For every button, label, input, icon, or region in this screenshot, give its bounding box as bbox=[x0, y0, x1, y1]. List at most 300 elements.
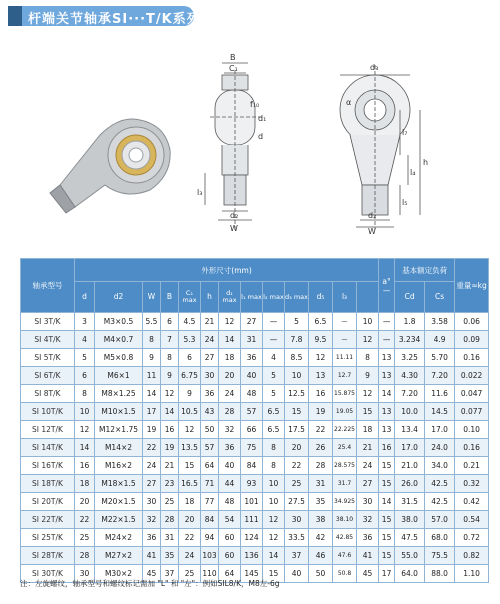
table-cell: 14 bbox=[143, 385, 161, 403]
table-cell: 3.25 bbox=[395, 349, 425, 367]
table-cell: 36 bbox=[357, 529, 379, 547]
table-cell: 17 bbox=[379, 565, 395, 583]
col-W: W bbox=[143, 282, 161, 313]
table-cell: 8 bbox=[75, 385, 95, 403]
table-cell-model: SI 5T/K bbox=[21, 349, 75, 367]
table-cell: M24×2 bbox=[95, 529, 143, 547]
table-cell: 3.58 bbox=[425, 313, 455, 331]
table-cell: 38.0 bbox=[395, 511, 425, 529]
table-cell: 18 bbox=[75, 475, 95, 493]
table-cell-model: SI 12T/K bbox=[21, 421, 75, 439]
table-cell: 68.0 bbox=[425, 529, 455, 547]
label-B: B bbox=[230, 53, 236, 62]
table-cell: 20 bbox=[75, 493, 95, 511]
table-cell: 30 bbox=[75, 565, 95, 583]
table-cell: 7.8 bbox=[285, 331, 309, 349]
table-cell: — bbox=[263, 331, 285, 349]
table-cell: 0.077 bbox=[455, 403, 489, 421]
table-cell: 19 bbox=[309, 403, 333, 421]
table-cell: 9 bbox=[179, 385, 201, 403]
table-cell: 55.0 bbox=[395, 547, 425, 565]
table-cell: 10 bbox=[75, 403, 95, 421]
table-cell: 0.047 bbox=[455, 385, 489, 403]
table-row bbox=[21, 547, 489, 565]
table-cell: 13.4 bbox=[395, 421, 425, 439]
table-cell: M3×0.5 bbox=[95, 313, 143, 331]
table-cell: 12.7 bbox=[333, 367, 357, 385]
table-cell: 12 bbox=[357, 385, 379, 403]
table-cell: 3 bbox=[75, 313, 95, 331]
table-cell: 21.0 bbox=[395, 457, 425, 475]
table-cell: 94 bbox=[201, 529, 219, 547]
table-cell: 32 bbox=[357, 511, 379, 529]
table-cell: 12 bbox=[219, 313, 241, 331]
table-cell: 21 bbox=[161, 457, 179, 475]
table-cell: 1.10 bbox=[455, 565, 489, 583]
table-cell: 71 bbox=[201, 475, 219, 493]
page-title: 杆端关节轴承SI···T/K系列 bbox=[28, 12, 201, 27]
table-cell-model: SI 18T/K bbox=[21, 475, 75, 493]
table-cell: 28 bbox=[161, 511, 179, 529]
table-cell: 19.05 bbox=[333, 403, 357, 421]
table-cell: M18×1.5 bbox=[95, 475, 143, 493]
label-d2: d₂ bbox=[230, 211, 239, 220]
table-cell: 15 bbox=[379, 547, 395, 565]
table-row bbox=[21, 457, 489, 475]
table-row bbox=[21, 529, 489, 547]
table-cell: 6.75 bbox=[179, 367, 201, 385]
table-row bbox=[21, 493, 489, 511]
label-d1: d₁ bbox=[258, 114, 267, 123]
table-cell: 4 bbox=[75, 331, 95, 349]
label-W2: W bbox=[368, 227, 376, 236]
table-cell: M16×2 bbox=[95, 457, 143, 475]
table-cell: 32 bbox=[219, 421, 241, 439]
spec-table bbox=[20, 258, 489, 583]
col-Cs: Cs bbox=[425, 282, 455, 313]
table-cell: 9 bbox=[357, 367, 379, 385]
table-cell: 32 bbox=[143, 511, 161, 529]
table-cell: 0.16 bbox=[455, 349, 489, 367]
table-cell: 48 bbox=[219, 493, 241, 511]
table-cell: 20 bbox=[179, 511, 201, 529]
table-cell: 10 bbox=[263, 475, 285, 493]
col-Cd: Cd bbox=[395, 282, 425, 313]
table-cell: 11.6 bbox=[425, 385, 455, 403]
table-cell: 6 bbox=[179, 349, 201, 367]
table-cell: 30 bbox=[285, 511, 309, 529]
table-cell: 42 bbox=[309, 529, 333, 547]
table-cell: 84 bbox=[201, 511, 219, 529]
table-row bbox=[21, 349, 489, 367]
table-cell: 16 bbox=[309, 385, 333, 403]
table-cell: 18 bbox=[179, 493, 201, 511]
table-cell: 19 bbox=[161, 439, 179, 457]
table-cell: 35 bbox=[161, 547, 179, 565]
label-l5: l₅ bbox=[402, 198, 408, 207]
table-cell: 103 bbox=[201, 547, 219, 565]
front-view-drawing bbox=[340, 65, 420, 230]
table-cell-model: SI 10T/K bbox=[21, 403, 75, 421]
table-cell: 31 bbox=[241, 331, 263, 349]
table-cell: 38 bbox=[309, 511, 333, 529]
table-cell: 36 bbox=[219, 439, 241, 457]
table-cell: 16 bbox=[379, 439, 395, 457]
table-cell: 4.5 bbox=[179, 313, 201, 331]
table-cell: 35 bbox=[309, 493, 333, 511]
table-cell: 24 bbox=[201, 331, 219, 349]
table-cell: 0.72 bbox=[455, 529, 489, 547]
table-cell: 24 bbox=[143, 457, 161, 475]
label-d: d bbox=[258, 132, 264, 141]
table-cell: 45 bbox=[143, 565, 161, 583]
table-cell: 14 bbox=[219, 331, 241, 349]
table-cell: 8 bbox=[143, 331, 161, 349]
table-cell-model: SI 14T/K bbox=[21, 439, 75, 457]
table-cell: M10×1.5 bbox=[95, 403, 143, 421]
table-cell: 1.8 bbox=[395, 313, 425, 331]
header-model: 轴承型号 bbox=[21, 259, 75, 313]
table-cell: 93 bbox=[241, 475, 263, 493]
table-cell: 6.5 bbox=[309, 313, 333, 331]
table-cell: 37 bbox=[161, 565, 179, 583]
table-cell: 15 bbox=[357, 403, 379, 421]
table-cell: 24 bbox=[219, 385, 241, 403]
table-cell: 9.5 bbox=[309, 331, 333, 349]
table-cell: 15 bbox=[379, 511, 395, 529]
col-l1: l₁ max bbox=[241, 282, 263, 313]
table-cell: 31 bbox=[161, 529, 179, 547]
table-cell: 48 bbox=[241, 385, 263, 403]
table-cell-model: SI 6T/K bbox=[21, 367, 75, 385]
label-alpha: α bbox=[346, 98, 352, 107]
table-cell-model: SI 16T/K bbox=[21, 457, 75, 475]
table-row bbox=[21, 313, 489, 331]
table-cell-model: SI 3T/K bbox=[21, 313, 75, 331]
table-cell: 14.5 bbox=[425, 403, 455, 421]
col-h: h bbox=[201, 282, 219, 313]
table-cell: 27 bbox=[143, 475, 161, 493]
table-cell: 28.575 bbox=[333, 457, 357, 475]
table-cell: 57.0 bbox=[425, 511, 455, 529]
table-cell: 44 bbox=[219, 475, 241, 493]
table-cell: 37 bbox=[285, 547, 309, 565]
table-row bbox=[21, 403, 489, 421]
table-cell: 4.30 bbox=[395, 367, 425, 385]
table-cell: 5 bbox=[285, 313, 309, 331]
table-cell: 21 bbox=[201, 313, 219, 331]
table-cell: 12 bbox=[179, 421, 201, 439]
table-cell: 24 bbox=[357, 457, 379, 475]
table-cell: 28 bbox=[309, 457, 333, 475]
table-cell: 47.5 bbox=[395, 529, 425, 547]
table-row bbox=[21, 439, 489, 457]
table-cell: 25 bbox=[285, 475, 309, 493]
table-cell: 5 bbox=[75, 349, 95, 367]
table-cell: 25 bbox=[179, 565, 201, 583]
table-cell: 6.5 bbox=[263, 403, 285, 421]
table-cell: 15 bbox=[263, 565, 285, 583]
table-cell: 22 bbox=[143, 439, 161, 457]
table-cell: 0.54 bbox=[455, 511, 489, 529]
table-cell: 136 bbox=[241, 547, 263, 565]
table-cell: 10 bbox=[263, 493, 285, 511]
table-cell: 15 bbox=[179, 457, 201, 475]
header-dimensions: 外形尺寸(mm) bbox=[75, 259, 379, 282]
table-cell: 45 bbox=[357, 565, 379, 583]
col-d: d bbox=[75, 282, 95, 313]
table-cell: 20 bbox=[219, 367, 241, 385]
table-cell: 17.0 bbox=[425, 421, 455, 439]
table-cell-model: SI 28T/K bbox=[21, 547, 75, 565]
table-cell: 18 bbox=[219, 349, 241, 367]
table-cell: 27 bbox=[357, 475, 379, 493]
table-cell: 41 bbox=[357, 547, 379, 565]
table-cell: 77 bbox=[201, 493, 219, 511]
table-cell: — bbox=[333, 331, 357, 349]
side-view-drawing bbox=[205, 63, 262, 230]
table-cell: 50 bbox=[201, 421, 219, 439]
table-cell: 11.11 bbox=[333, 349, 357, 367]
table-cell: 10.5 bbox=[179, 403, 201, 421]
label-C1: C₁ bbox=[229, 64, 238, 73]
col-l3: l₃ bbox=[333, 282, 357, 313]
col-l2: l₂ max bbox=[263, 282, 285, 313]
title-banner-accent bbox=[8, 6, 22, 26]
table-cell: 54 bbox=[219, 511, 241, 529]
table-cell: 0.32 bbox=[455, 475, 489, 493]
table-cell: 36 bbox=[241, 349, 263, 367]
table-cell: 13 bbox=[379, 421, 395, 439]
label-f10: f₁₀ bbox=[250, 100, 260, 109]
table-cell: M6×1 bbox=[95, 367, 143, 385]
table-cell: 19 bbox=[143, 421, 161, 439]
table-cell: 22 bbox=[179, 529, 201, 547]
product-figure bbox=[0, 35, 500, 250]
table-cell: 0.82 bbox=[455, 547, 489, 565]
table-cell: 13.5 bbox=[179, 439, 201, 457]
table-row bbox=[21, 385, 489, 403]
table-cell: 0.10 bbox=[455, 421, 489, 439]
header-load: 基本额定负荷 bbox=[395, 259, 455, 282]
table-cell: 8 bbox=[263, 439, 285, 457]
table-cell: M5×0.8 bbox=[95, 349, 143, 367]
table-row bbox=[21, 511, 489, 529]
table-cell: 46 bbox=[309, 547, 333, 565]
table-cell: 31 bbox=[309, 475, 333, 493]
col-C1: C₁ max bbox=[179, 282, 201, 313]
table-cell: 40 bbox=[285, 565, 309, 583]
table-cell: 7.20 bbox=[425, 367, 455, 385]
table-cell: 5.5 bbox=[143, 313, 161, 331]
table-cell: 12 bbox=[357, 331, 379, 349]
table-cell: 30 bbox=[201, 367, 219, 385]
table-cell: 3.234 bbox=[395, 331, 425, 349]
table-cell: — bbox=[333, 313, 357, 331]
table-cell: 14 bbox=[75, 439, 95, 457]
label-W: W bbox=[230, 224, 238, 233]
table-cell: M30×2 bbox=[95, 565, 143, 583]
table-cell: 41 bbox=[143, 547, 161, 565]
table-cell: 57 bbox=[241, 403, 263, 421]
table-cell: 25 bbox=[161, 493, 179, 511]
table-cell: 43 bbox=[201, 403, 219, 421]
table-cell-model: SI 25T/K bbox=[21, 529, 75, 547]
table-cell: 27 bbox=[241, 313, 263, 331]
table-cell: 75 bbox=[241, 439, 263, 457]
table-cell: — bbox=[379, 331, 395, 349]
table-cell: 75.5 bbox=[425, 547, 455, 565]
table-cell: 101 bbox=[241, 493, 263, 511]
label-l7: l₇ bbox=[402, 128, 408, 137]
table-cell: 15 bbox=[379, 457, 395, 475]
table-cell: 28 bbox=[219, 403, 241, 421]
table-cell: 17.5 bbox=[285, 421, 309, 439]
table-cell: 40 bbox=[219, 457, 241, 475]
table-cell: 88.0 bbox=[425, 565, 455, 583]
label-l4: l₄ bbox=[410, 168, 416, 177]
table-cell: 33.5 bbox=[285, 529, 309, 547]
table-cell: 16 bbox=[75, 457, 95, 475]
table-cell: 31.7 bbox=[333, 475, 357, 493]
table-cell: 36 bbox=[201, 385, 219, 403]
table-cell: 7 bbox=[161, 331, 179, 349]
table-cell: 8 bbox=[357, 349, 379, 367]
table-cell: M27×2 bbox=[95, 547, 143, 565]
table-cell: 5.70 bbox=[425, 349, 455, 367]
table-cell: 17 bbox=[143, 403, 161, 421]
table-cell: 15 bbox=[285, 403, 309, 421]
label-h: h bbox=[423, 158, 429, 167]
table-cell: — bbox=[263, 313, 285, 331]
table-row bbox=[21, 367, 489, 385]
table-cell: 36 bbox=[143, 529, 161, 547]
table-cell: 12 bbox=[263, 511, 285, 529]
table-cell: 26.0 bbox=[395, 475, 425, 493]
table-cell-model: SI 20T/K bbox=[21, 493, 75, 511]
table-cell: M20×1.5 bbox=[95, 493, 143, 511]
table-cell: 12 bbox=[75, 421, 95, 439]
table-cell: 12 bbox=[161, 385, 179, 403]
table-cell: 60 bbox=[219, 547, 241, 565]
label-l3: l₃ bbox=[197, 188, 203, 197]
table-cell: 14 bbox=[161, 403, 179, 421]
table-cell: 0.42 bbox=[455, 493, 489, 511]
table-cell: 13 bbox=[379, 367, 395, 385]
table-cell: 22.225 bbox=[333, 421, 357, 439]
table-cell: 13 bbox=[379, 403, 395, 421]
table-cell: 64 bbox=[219, 565, 241, 583]
table-cell: 27 bbox=[201, 349, 219, 367]
table-cell: 15.875 bbox=[333, 385, 357, 403]
table-cell: 10 bbox=[285, 367, 309, 385]
table-cell: 15 bbox=[379, 529, 395, 547]
table-cell: 9 bbox=[143, 349, 161, 367]
table-cell: 14 bbox=[379, 493, 395, 511]
table-cell: 38.10 bbox=[333, 511, 357, 529]
table-cell: 6 bbox=[75, 367, 95, 385]
table-cell: 30 bbox=[357, 493, 379, 511]
title-banner bbox=[8, 6, 208, 26]
table-cell: 50.8 bbox=[333, 565, 357, 583]
col-d1: d₁ max bbox=[219, 282, 241, 313]
table-cell-model: SI 8T/K bbox=[21, 385, 75, 403]
table-cell: 25 bbox=[75, 529, 95, 547]
table-cell: 10 bbox=[357, 313, 379, 331]
table-cell: 5 bbox=[263, 367, 285, 385]
table-cell: 31.5 bbox=[395, 493, 425, 511]
table-row bbox=[21, 331, 489, 349]
table-cell: 17.0 bbox=[395, 439, 425, 457]
table-cell: 34.0 bbox=[425, 457, 455, 475]
table-cell: 42.5 bbox=[425, 493, 455, 511]
table-cell: 34.925 bbox=[333, 493, 357, 511]
table-cell: 124 bbox=[241, 529, 263, 547]
table-cell: 18 bbox=[357, 421, 379, 439]
table-cell: 16.5 bbox=[179, 475, 201, 493]
spec-table-body bbox=[21, 313, 489, 583]
table-cell: 6 bbox=[161, 313, 179, 331]
label-d3: d₃ bbox=[370, 63, 379, 72]
table-cell: 24 bbox=[179, 547, 201, 565]
table-cell: 110 bbox=[201, 565, 219, 583]
table-cell: 5 bbox=[263, 385, 285, 403]
table-cell: 145 bbox=[241, 565, 263, 583]
table-cell: M22×1.5 bbox=[95, 511, 143, 529]
table-cell: 0.16 bbox=[455, 439, 489, 457]
header-alpha: a° — bbox=[379, 259, 395, 313]
table-cell: 0.06 bbox=[455, 313, 489, 331]
table-cell: M12×1.75 bbox=[95, 421, 143, 439]
table-cell: 12.5 bbox=[285, 385, 309, 403]
table-cell: 8 bbox=[263, 457, 285, 475]
table-cell: 21 bbox=[357, 439, 379, 457]
table-cell: 30 bbox=[143, 493, 161, 511]
table-cell: 13 bbox=[379, 349, 395, 367]
col-d5: d₅ bbox=[309, 282, 333, 313]
table-cell-model: SI 30T/K bbox=[21, 565, 75, 583]
table-cell: 20 bbox=[285, 439, 309, 457]
table-cell-model: SI 4T/K bbox=[21, 331, 75, 349]
table-cell: 23 bbox=[161, 475, 179, 493]
col-d3: d₃ max bbox=[285, 282, 309, 313]
table-cell: M8×1.25 bbox=[95, 385, 143, 403]
table-cell: 40 bbox=[241, 367, 263, 385]
table-cell: 28 bbox=[75, 547, 95, 565]
table-cell: 16 bbox=[161, 421, 179, 439]
table-cell: 47.6 bbox=[333, 547, 357, 565]
table-cell: 8.5 bbox=[285, 349, 309, 367]
table-cell: 64 bbox=[201, 457, 219, 475]
label-d4: d₂ bbox=[368, 211, 377, 220]
table-cell: 14 bbox=[263, 547, 285, 565]
header-weight: 重量≈kg bbox=[455, 259, 489, 313]
col-B: B bbox=[161, 282, 179, 313]
table-cell: M14×2 bbox=[95, 439, 143, 457]
col-d2: d2 bbox=[95, 282, 143, 313]
table-cell: 9 bbox=[161, 367, 179, 385]
table-cell: 24.0 bbox=[425, 439, 455, 457]
table-cell: 22 bbox=[75, 511, 95, 529]
table-cell: M4×0.7 bbox=[95, 331, 143, 349]
table-cell: 60 bbox=[219, 529, 241, 547]
table-row bbox=[21, 475, 489, 493]
table-cell: 6.5 bbox=[263, 421, 285, 439]
table-cell: 22 bbox=[309, 421, 333, 439]
table-cell: 42.85 bbox=[333, 529, 357, 547]
table-cell: 14 bbox=[379, 385, 395, 403]
table-cell: 50 bbox=[309, 565, 333, 583]
